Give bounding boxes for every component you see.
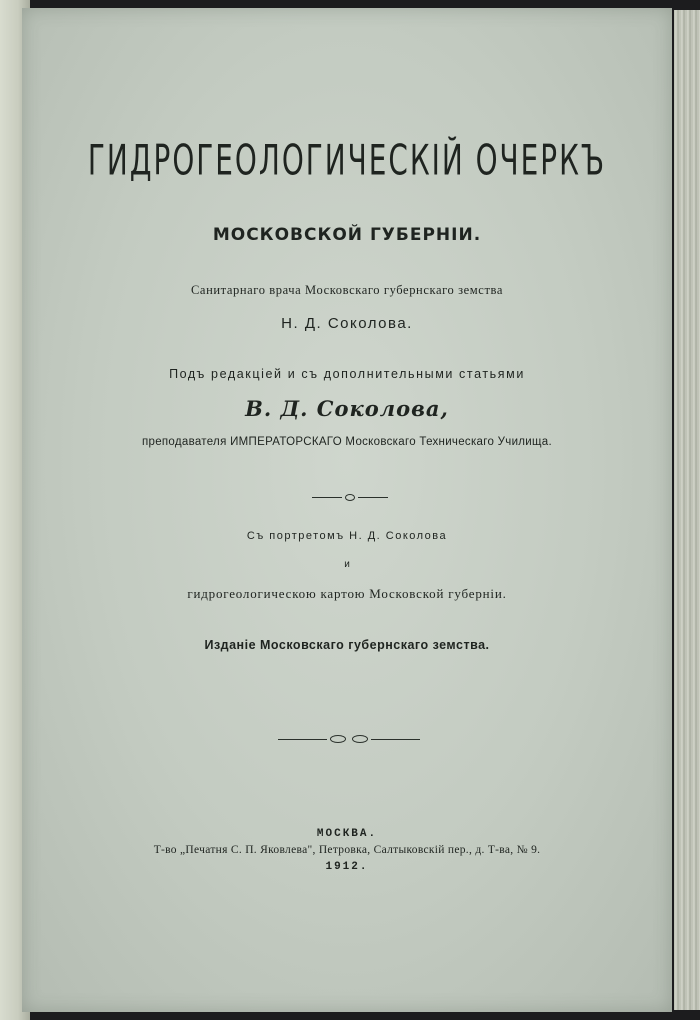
publisher-note: Изданіе Московскаго губернскаго земства. [204, 638, 490, 652]
editor-role: преподавателя ИМПЕРАТОРСКАГО Московскаго Техническаго Училища. [141, 436, 552, 448]
book-title: ГИДРОГЕОЛОГИЧЕСКІЙ ОЧЕРКЪ [87, 136, 607, 186]
divider-ornament [312, 491, 388, 503]
author-role: Санитарнаго врача Московскаго губернскаго земства [190, 283, 504, 297]
portrait-note: Съ портретомъ Н. Д. Соколова [246, 530, 448, 542]
imprint-city: МОСКВА. [316, 828, 378, 840]
map-note: гидрогеологическою картою Московской губерніи. [187, 586, 507, 601]
conjunction: и [344, 559, 350, 570]
editor-name: В. Д. Соколова, [245, 396, 449, 421]
imprint-year: 1912. [325, 861, 369, 873]
editors-note: Подъ редакціей и съ дополнительными статьями [169, 367, 525, 381]
divider-ornament [278, 733, 420, 745]
page-stack-edge [674, 10, 700, 1010]
author-name: Н. Д. Соколова. [281, 315, 413, 332]
imprint-printer: Т-во „Печатня С. П. Яковлева", Петровка, Салтыковскій пер., д. Т-ва, № 9. [153, 844, 541, 856]
title-page [22, 8, 672, 1012]
book-subtitle: МОСКОВСКОЙ ГУБЕРНІИ. [212, 225, 482, 245]
